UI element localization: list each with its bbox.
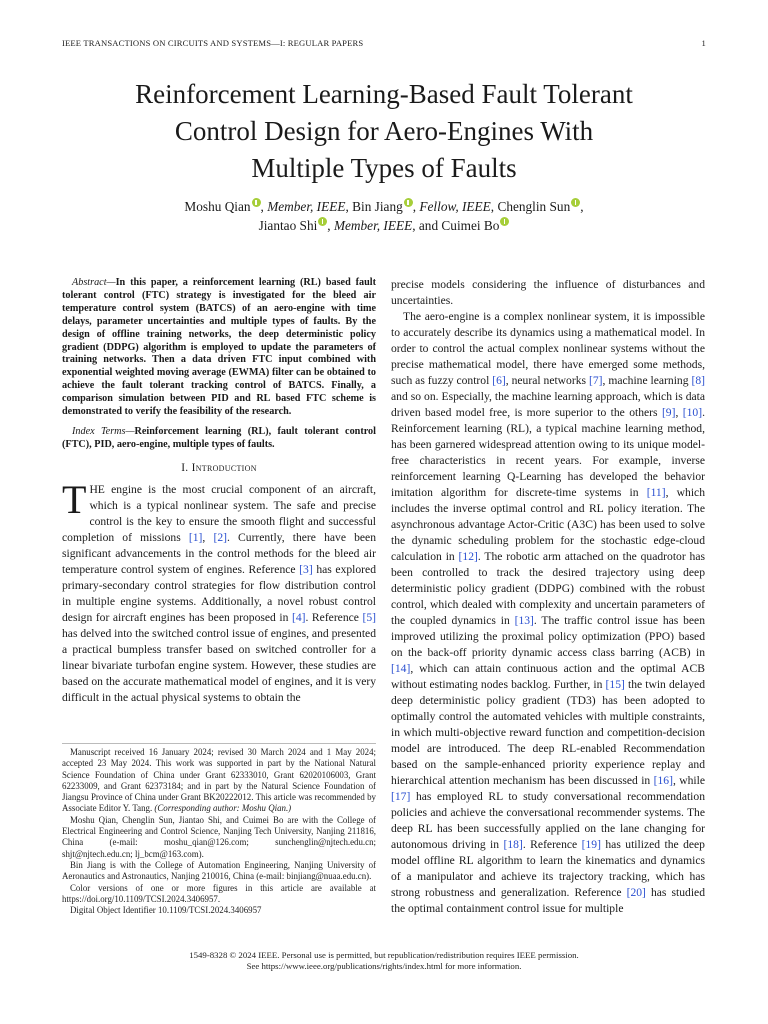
author-role: Fellow, IEEE bbox=[419, 199, 491, 214]
index-terms-label: Index Terms— bbox=[72, 425, 135, 437]
citation-link[interactable]: [14] bbox=[391, 662, 411, 675]
author-role: Member, IEEE bbox=[267, 199, 346, 214]
citation-link[interactable]: [9] bbox=[661, 406, 676, 419]
journal-name: IEEE TRANSACTIONS ON CIRCUITS AND SYSTEMS—I: REGULAR PAPERS bbox=[62, 38, 364, 48]
citation-link[interactable]: [15] bbox=[605, 678, 625, 691]
footnotes bbox=[62, 743, 376, 916]
citation-link[interactable]: [17] bbox=[391, 790, 411, 803]
author-line-1: Moshu Qian , Member, IEEE, Bin Jiang , Fellow, IEEE, Chenglin Sun , bbox=[184, 199, 584, 214]
citation-link[interactable]: [2] bbox=[213, 530, 227, 544]
running-head bbox=[62, 38, 706, 48]
copyright-line-1: 1549-8328 © 2024 IEEE. Personal use is permitted, but republication/redistribution requires IEEE permission. bbox=[189, 950, 579, 960]
author-line-2: Jiantao Shi , Member, IEEE, and Cuimei Bo bbox=[60, 216, 708, 235]
orcid-icon[interactable] bbox=[500, 217, 509, 226]
footnote-color-versions: Color versions of one or more figures in this article are available at https://doi.org/10.1109/TCSI.2024.3406957. bbox=[62, 882, 376, 904]
abstract bbox=[62, 277, 376, 419]
right-column bbox=[391, 277, 705, 917]
citation-link[interactable]: [11] bbox=[646, 486, 666, 499]
author-name: Moshu Qian bbox=[184, 199, 251, 214]
citation-link[interactable]: [3] bbox=[299, 562, 313, 576]
citation-link[interactable]: [13] bbox=[514, 614, 534, 627]
author-role: Member, IEEE bbox=[333, 218, 413, 233]
citation-link[interactable]: [12] bbox=[458, 550, 478, 563]
orcid-icon[interactable] bbox=[404, 198, 413, 207]
footnote-doi: Digital Object Identifier 10.1109/TCSI.2024.3406957 bbox=[70, 905, 262, 916]
intro-paragraph-1-continued: precise models considering the influence of disturbances and uncertainties. bbox=[391, 278, 705, 307]
section-heading-introduction: I. Introduction bbox=[181, 461, 257, 474]
drop-cap: T bbox=[62, 476, 87, 522]
footnote-affiliation-1: Moshu Qian, Chenglin Sun, Jiantao Shi, and Cuimei Bo are with the College of Electrical Engineering and Control Science, Nanjing Tech University, Nanjing 211816, China (e-mail: moshu_qian@126.com; sunchenglin@njtech.edu.cn; shjt@njtech.edu.cn; lj_bcm@163.com). bbox=[62, 814, 376, 859]
left-column bbox=[62, 277, 376, 706]
citation-link[interactable]: [20] bbox=[626, 886, 646, 899]
orcid-icon[interactable] bbox=[252, 198, 261, 207]
index-terms bbox=[62, 426, 376, 452]
index-terms-text: Reinforcement learning (RL), fault tolerant control (FTC), PID, aero-engine, multiple types of faults. bbox=[62, 425, 376, 450]
citation-link[interactable]: [18] bbox=[503, 838, 523, 851]
paper-title bbox=[60, 76, 708, 187]
footnote-affiliation-2: Bin Jiang is with the College of Automation Engineering, Nanjing University of Aeronautics and Astronautics, Nanjing 210016, China (e-mail: binjiang@nuaa.edu.cn). bbox=[62, 859, 376, 882]
title-line-3: Multiple Types of Faults bbox=[251, 153, 517, 183]
citation-link[interactable]: [7] bbox=[588, 374, 603, 387]
citation-link[interactable]: [10] bbox=[682, 406, 703, 419]
copyright-notice bbox=[60, 950, 708, 973]
citation-link[interactable]: [5] bbox=[362, 610, 376, 624]
citation-link[interactable]: [1] bbox=[188, 530, 203, 544]
intro-paragraph-1: THE engine is the most crucial component of an aircraft, which is a typical nonlinear system. The safe and precise control is the key to ensure the smooth flight and successful completion of missions [1], [2]. Currently, there have been significant advancements in the control methods for the bleed air temperature control system of engines. Reference [3] has explored primary-secondary control strategies for flow distribution control in multiple engine systems. Additionally, a novel robust control design for aircraft engines has been proposed in [4]. Reference [5] has delved into the switched control issue of engines, and presented a practical bumpless transfer based on switched controller for a linear bivariate turbofan engine system. However, these studies are based on the accurate mathematical model of engines, and it is very difficult in the actual physical systems to obtain the bbox=[62, 476, 377, 704]
copyright-line-2: See https://www.ieee.org/publications/rights/index.html for more information. bbox=[246, 961, 522, 972]
page-number: 1 bbox=[701, 38, 706, 48]
intro-paragraph-2: The aero-engine is a complex nonlinear system, it is impossible to accurately describe its dynamics using a mathematical model. In order to control the actual complex nonlinear systems without the precise mathematical model, there have emerged some methods, such as fuzzy control [6], neural networks [7], machine learning [8] and so on. Especially, the machine learning approach, which is data driven based model free, is more superior to the others [9], [10]. Reinforcement learning (RL), a typical machine learning method, has been garnered widespread attention owing to its unique model-free characteristics in recent years. For example, inverse reinforcement learning Q-Learning has developed the behavior imitation algorithm for discrete-time systems in [11], which includes the inverse optimal control and RL policy iteration. The asynchronous advantage Actor-Critic (A3C) has been used to solve the dynamic scheduling problem for the stochastic edge-cloud calculation in [12]. The robotic arm attached on the quadrotor has been controlled to track the desired trajectory using deep deterministic policy gradient (DDPG) combined with the robust control, which dealed with complexity and uncertain parameters of the coupled dynamics in [13]. The traffic control issue has been improved utilizing the proximal policy optimization (PPO) based on the back-off priority dynamic access class barring (ACB) in [14], which can attain continuous action and the optimal ACB without estimating nodes backlog. Further, in [15] the twin delayed deep deterministic policy gradient (TD3) has been adopted to optimally control the automated vehicles with multiple constraints, in which multi-objective reward function and competition-decision model are introduced. The deep RL-enabled Recommendation based on the sample-enhanced priority experience replay and hierarchical attention mechanism has been discussed in [16], while [17] has employed RL to study conversational recommendation policies and achieve the conversational recommender systems. The deep RL has been successfully applied on the lane changing for autonomous driving in [18]. Reference [19] has utilized the deep model offline RL algorithm to learn the kinematics and dynamics of a manipulator and achieve its trajectory tracking, which has strong robustness and generalization. Reference [20] has studied the optimal containment control issue for multiple bbox=[391, 310, 705, 915]
abstract-text: In this paper, a reinforcement learning (RL) based fault tolerant control (FTC) strategy is investigated for the bleed air temperature control system (BATCS) of an aero-engine with time delays, parameter uncertainties and multiple types of faults. By the design of offline training networks, the deep deterministic policy gradient (DDPG) algorithm is employed to update the parameters of training networks. Then a data driven FTC input combined with exponential weighted moving average (EWMA) filter can be obtained to achieve the fault tolerant tracking control of BATCS. Finally, a comparison simulation between PID and RL based FTC scheme is demonstrated to verify the feasibility of the research. bbox=[62, 277, 376, 418]
author-name: Cuimei Bo bbox=[441, 218, 500, 233]
author-name: Chenglin Sun bbox=[497, 199, 571, 214]
citation-link[interactable]: [19] bbox=[581, 838, 601, 851]
author-name: Jiantao Shi bbox=[258, 218, 318, 233]
author-name: Bin Jiang bbox=[352, 199, 403, 214]
citation-link[interactable]: [8] bbox=[691, 374, 705, 387]
abstract-label: Abstract— bbox=[72, 277, 116, 288]
orcid-icon[interactable] bbox=[571, 198, 580, 207]
citation-link[interactable]: [6] bbox=[492, 374, 506, 387]
citation-link[interactable]: [16] bbox=[653, 774, 673, 787]
title-line-2: Control Design for Aero-Engines With bbox=[174, 116, 594, 146]
orcid-icon[interactable] bbox=[318, 217, 327, 226]
author-list bbox=[60, 197, 708, 235]
title-line-1: Reinforcement Learning-Based Fault Tolerant bbox=[135, 79, 633, 109]
footnote-manuscript: Manuscript received 16 January 2024; revised 30 March 2024 and 1 May 2024; accepted 23 May 2024. This work was supported in part by the National Natural Science Foundation of China under Grant 62333010, Grant 62020106003, Grant 62233009, and Grant 62373184; and in part by the Natural Science Foundation of Jiangsu Province of China under Grant BK20222012. This article was recommended by Associate Editor Y. Tang. (Corresponding author: Moshu Qian.) bbox=[62, 747, 376, 814]
citation-link[interactable]: [4] bbox=[291, 610, 306, 624]
